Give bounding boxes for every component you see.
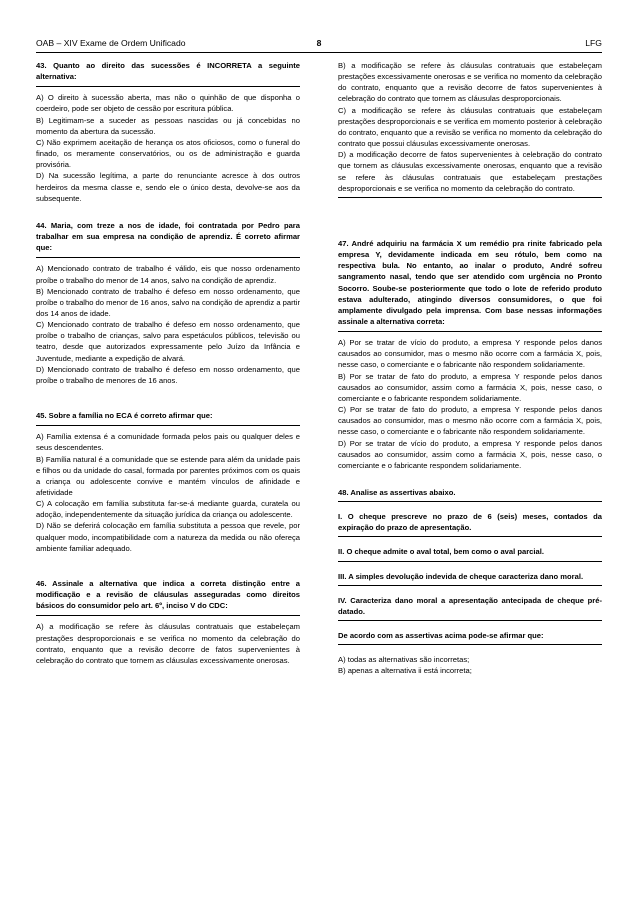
spacer [338, 214, 602, 238]
question-prompt: De acordo com as assertivas acima pode-se afirmar que: [338, 630, 602, 645]
option-a: A) Mencionado contrato de trabalho é válido, eis que nosso ordenamento proíbe o trabalho do menor de 14 anos, salvo na condição de aprendiz. [36, 264, 300, 285]
spacer [36, 402, 300, 410]
option-c: C) A colocação em família substituta far-se-á mediante guarda, curatela ou adoção, independentemente da situação jurídica da criança ou adolescente. [36, 499, 300, 520]
option-d: D) a modificação decorre de fatos supervenientes à celebração do contrato que tornem as cláusulas excessivamente onerosas, enquanto que a revisão se refere às cláusulas contratuais que estabeleçam prestações desproporcionais e se verifica no momento da celebração do contrato. [338, 150, 602, 193]
assertion-iii: III. A simples devolução indevida de cheque caracteriza dano moral. [338, 571, 602, 586]
question-heading: 44. Maria, com treze a nos de idade, foi contratada por Pedro para trabalhar em sua empresa na condição de aprendiz. É correto afirmar que: [36, 220, 300, 258]
assertion-ii: II. O cheque admite o aval total, bem como o aval parcial. [338, 546, 602, 561]
option-a: A) O direito à sucessão aberta, mas não o quinhão de que disponha o coerdeiro, pode ser objeto de cessão por escritura pública. [36, 93, 300, 114]
question-heading: 47. André adquiriu na farmácia X um remédio pra rinite fabricado pela empresa Y, devidamente indicada em seu rótulo, bem como na respectiva bula. No entanto, ao inalar o produto, André sofreu sangramento nasal, tendo que ser atendido com urgência no Pronto Socorro. Soube-se posteriormente que todo o lote de referido produto estava adulterado, atingindo diversos consumidores, o que foi amplamente divulgado pela imprensa. Com base nessas informações assinale a alternativa correta: [338, 238, 602, 332]
spacer [36, 570, 300, 578]
option-c: C) Não exprimem aceitação de herança os atos oficiosos, como o funeral do finado, os meramente conservatórios, ou os de administração e guarda provisória. [36, 137, 300, 170]
question-45 [36, 410, 300, 554]
option-a: A) Família extensa é a comunidade formada pelos pais ou qualquer deles e seus descendentes. [36, 432, 300, 453]
question-46-continued [338, 60, 602, 198]
option-c: C) a modificação se refere às cláusulas contratuais que estabeleçam prestações desproporcionais e se verifica em momento posterior à celebração do contrato, enquanto que a revisão se verifica no momento da celebração do contrato que possui cláusulas excessivamente onerosas. [338, 105, 602, 149]
option-d: D) Na sucessão legítima, a parte do renunciante acresce à dos outros herdeiros da mesma classe e, sendo ele o único desta, devolve-se aos da subsequente. [36, 171, 300, 203]
assertion-iv: IV. Caracteriza dano moral a apresentação antecipada de cheque pré-datado. [338, 595, 602, 621]
right-column [338, 60, 602, 693]
assertion-i: I. O cheque prescreve no prazo de 6 (seis) meses, contados da expiração do prazo de apresentação. [338, 511, 602, 537]
question-44 [36, 220, 300, 386]
option-a: A) a modificação se refere às cláusulas contratuais que estabeleçam prestações desproporcionais e se verifica no momento da celebração do contrato, enquanto que a revisão decorre de fatos supervenientes à celebração do contrato que tornem as cláusulas excessivamente onerosas. [36, 622, 300, 665]
option-b: B) Família natural é a comunidade que se estende para além da unidade pais e filhos ou da unidade do casal, formada por parentes próximos com os quais a criança ou adolescente convive e mantém vínculos de afinidade e afetividade [36, 454, 300, 497]
exam-title: OAB – XIV Exame de Ordem Unificado [36, 38, 186, 48]
option-b: B) Legitimam-se a suceder as pessoas nascidas ou já concebidas no momento da abertura da sucessão. [36, 115, 300, 136]
option-d: D) Mencionado contrato de trabalho é defeso em nosso ordenamento, que proíbe o trabalho de menores de 16 anos. [36, 364, 300, 385]
option-a: A) todas as alternativas são incorretas; [338, 655, 470, 665]
option-d: D) Por se tratar de vício do produto, a empresa Y responde pelos danos causados ao consumidor, assim como a farmácia X, pois, nesse caso, o comerciante e o fabricante respondem solidariamente. [338, 438, 602, 470]
page-number: 8 [316, 38, 322, 48]
option-c: C) Por se tratar de fato do produto, a empresa Y responde pelos danos causados ao consumidor, mas o mesmo não ocorre com a farmácia X, pois, nesse caso, o comerciante e o fabricante não respondem solidariamente. [338, 405, 602, 437]
question-48 [338, 487, 602, 677]
question-46 [36, 578, 300, 666]
question-heading: 48. Analise as assertivas abaixo. [338, 487, 602, 502]
question-47 [338, 238, 602, 471]
question-heading: 46. Assinale a alternativa que indica a correta distinção entre a modificação e a revisão de cláusulas asseguradas como direitos básicos do consumidor pelo art. 6º, inciso V do CDC: [36, 578, 300, 616]
option-b: B) Por se tratar de fato do produto, a empresa Y responde pelos danos causados ao consumidor, assim como a farmácia X, pois, nesse caso, o comerciante e o fabricante respondem solidariamente. [338, 371, 602, 403]
option-a: A) Por se tratar de vício do produto, a empresa Y responde pelos danos causados ao consumidor, mas o mesmo não ocorre com a farmácia X, pois, nesse caso, o comerciante e o fabricante não respondem solidariamente. [338, 338, 602, 370]
question-heading: 43. Quanto ao direito das sucessões é INCORRETA a seguinte alternativa: [36, 60, 300, 87]
option-b: B) apenas a alternativa ii está incorreta; [338, 666, 472, 676]
question-43 [36, 60, 300, 204]
question-heading: 45. Sobre a família no ECA é correto afirmar que: [36, 410, 300, 426]
option-b: B) Mencionado contrato de trabalho é defeso em nosso ordenamento, que proíbe o trabalho do menor de 16 anos, salvo na condição de aprendiz a partir dos 14 anos de idade. [36, 286, 300, 318]
option-c: C) Mencionado contrato de trabalho é defeso em nosso ordenamento, que proíbe o trabalho de crianças, salvo para espetáculos públicos, televisão ou teatro, desde que autorizados expressamente pelo Juízo da Infância e Juventude, mediante a expedição de alvará. [36, 320, 300, 363]
page-header [36, 38, 602, 53]
publisher-label: LFG [585, 38, 602, 48]
option-d: D) Não se deferirá colocação em família substituta a pessoa que revele, por qualquer modo, incompatibilidade com a natureza da medida ou não ofereça ambiente familiar adequado. [36, 521, 300, 553]
left-column [36, 60, 300, 682]
option-b: B) a modificação se refere às cláusulas contratuais que estabeleçam prestações excessivamente onerosas e se verifica no momento da celebração do contrato, enquanto que a revisão decorre de fatos supervenientes à celebração do contrato que tornem as cláusulas desproporcionais. [338, 61, 602, 104]
